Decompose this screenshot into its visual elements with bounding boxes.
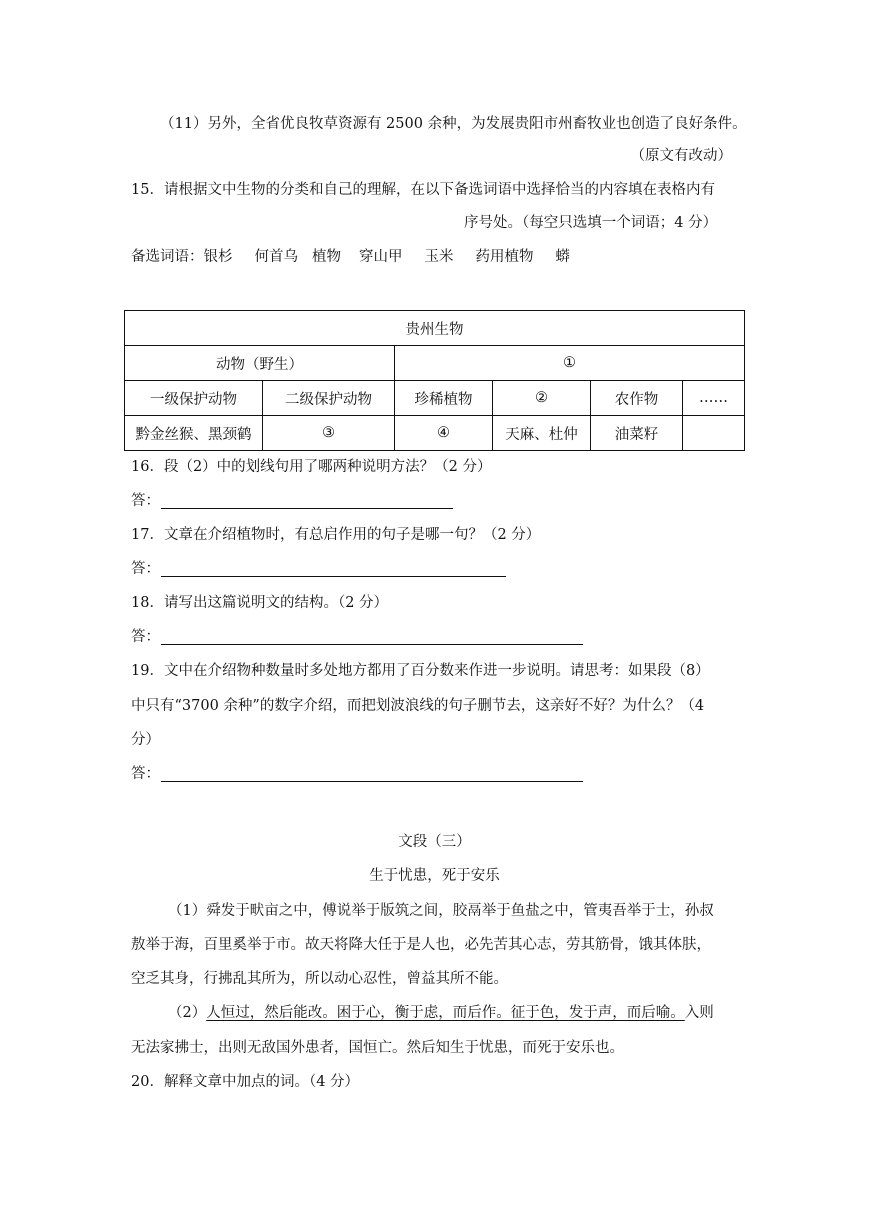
underlined-sentence: 人恒过，然后能改。困于心，衡于虑，而后作。征于色，发于声，而后喻。 [206, 1005, 685, 1021]
source-note: （原文有改动） [630, 148, 732, 164]
answer-label: 答： [131, 629, 160, 645]
answer-line-18[interactable] [161, 644, 583, 645]
paragraph-2-suffix: 入则 [684, 1005, 714, 1021]
candidate-word: 药用植物 [475, 249, 534, 265]
classical-paragraph-1-line1: （1）舜发于畎亩之中，傅说举于版筑之间，胶鬲举于鱼盐之中，管夷吾举于士，孙叔 [168, 903, 714, 919]
candidate-word: 玉米 [424, 249, 454, 265]
table-cell: 油菜籽 [591, 416, 683, 451]
blank-3: ③ [263, 416, 395, 451]
table-cell: 天麻、杜仲 [493, 416, 591, 451]
paragraph-11: （11）另外，全省优良牧草资源有 2500 余种，为发展贵阳市州畜牧业也创造了良好条件。 [160, 116, 747, 132]
section-title: 生于忧患，死于安乐 [369, 868, 500, 884]
ellipsis-cell: …… [683, 381, 745, 416]
answer-line-16[interactable] [161, 508, 453, 509]
candidate-word: 银杉 [203, 249, 233, 265]
table-cell: 黔金丝猴、黑颈鹤 [125, 416, 263, 451]
blank-2: ② [493, 381, 591, 416]
table-header-cell: 农作物 [591, 381, 683, 416]
classical-paragraph-1-line3: 空乏其身，行拂乱其所为，所以动心忍性，曾益其所不能。 [131, 971, 508, 987]
question-16: 16．段（2）中的划线句用了哪两种说明方法？（2 分） [131, 459, 492, 475]
candidate-words [131, 247, 570, 267]
classical-paragraph-2-line1 [168, 1003, 714, 1023]
answer-label: 答： [131, 766, 160, 782]
candidates-prefix: 备选词语： [131, 249, 204, 265]
question-15-line1: 15．请根据文中生物的分类和自己的理解，在以下备选词语中选择恰当的内容填在表格内有 [131, 182, 715, 198]
guizhou-biology-table [124, 310, 745, 451]
table-header-cell: 二级保护动物 [263, 381, 395, 416]
question-17: 17．文章在介绍植物时，有总启作用的句子是哪一句？（2 分） [131, 527, 541, 543]
classical-paragraph-1-line2: 敖举于海，百里奚举于市。故天将降大任于是人也，必先苦其心志，劳其筋骨，饿其体肤， [131, 937, 711, 953]
candidate-word: 何首乌 [254, 249, 298, 265]
question-20: 20．解释文章中加点的词。（4 分） [131, 1074, 360, 1090]
table-title: 贵州生物 [125, 311, 745, 346]
answer-label: 答： [131, 493, 160, 509]
animals-header: 动物（野生） [125, 346, 395, 381]
answer-label: 答： [131, 561, 160, 577]
candidate-word: 植物 [312, 249, 341, 265]
table-header-cell: 珍稀植物 [395, 381, 493, 416]
question-15-line2: 序号处。（每空只选填一个词语；4 分） [464, 215, 718, 231]
question-19-line2: 中只有“3700 余种”的数字介绍，而把划波浪线的句子删节去，这亲好不好？为什么？（4 [131, 698, 705, 714]
table-cell-empty [683, 416, 745, 451]
paragraph-2-prefix: （2） [168, 1005, 207, 1021]
candidate-word: 穿山甲 [359, 249, 403, 265]
answer-line-17[interactable] [161, 576, 506, 577]
classical-paragraph-2-line2: 无法家拂士，出则无敌国外患者，国恒亡。然后知生于忧患，而死于安乐也。 [131, 1040, 624, 1056]
question-18: 18．请写出这篇说明文的结构。（2 分） [131, 595, 389, 611]
answer-line-19[interactable] [161, 781, 583, 782]
candidate-word: 蟒 [555, 249, 570, 265]
blank-1: ① [395, 346, 745, 381]
table-header-cell: 一级保护动物 [125, 381, 263, 416]
blank-4: ④ [395, 416, 493, 451]
section-heading: 文段（三） [398, 834, 471, 850]
question-19-line3: 分） [131, 732, 160, 748]
question-19-line1: 19．文中在介绍物种数量时多处地方都用了百分数来作进一步说明。请思考：如果段（8） [131, 663, 710, 679]
